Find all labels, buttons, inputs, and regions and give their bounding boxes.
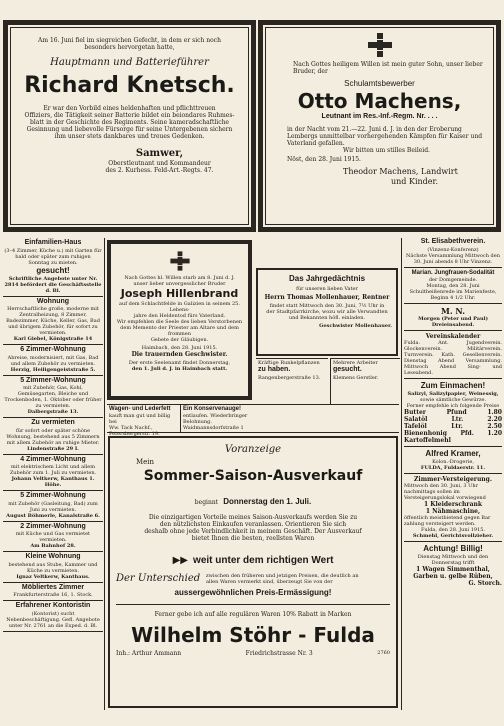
ad-text: gesucht. — [333, 366, 362, 373]
body-line: Lembergs unmittelbar vorhergehenden Kämpfen für Kaiser und — [287, 132, 483, 140]
body-line: Gebete der Gläubigen. — [150, 337, 209, 343]
classified-title: Kleine Wohnung — [25, 553, 81, 560]
fallen-name: Otto Machens, — [297, 89, 462, 113]
classified-title: 5 Zimmer-Wohnung — [20, 376, 86, 384]
classified-ad — [3, 455, 103, 492]
body-line: Er war den Vorbild eines heldenhaften und pflichttreuen — [43, 105, 216, 112]
body-line: Wir empfehlen die Seele des lieben Verstorbenen — [116, 319, 243, 325]
ad-title: Ein Konservenauge! — [183, 406, 242, 412]
ad-title: Mehrere Arbeiter — [333, 360, 378, 366]
sale-rabatt: Ferner gebe ich auf alle regulären Waren 10% Rabatt in Marken — [154, 610, 352, 618]
body-line: blatt in der Geschichte des Regiments. Seine kameradschaftliche — [30, 119, 229, 126]
notice-line: Nach Gottes hl. Willen starb am 8. Juni d. J. — [124, 275, 235, 281]
marian-text: Montag, den 28. Juni Schultheißenrede im Marienfeste, Beginn 4 1/2 Uhr. — [409, 282, 497, 301]
memorial-title: Das Jahrgedächtnis — [288, 274, 366, 283]
notice-line: Bruder, der — [293, 68, 328, 75]
signer-unit: des 2. Kurhess. Feld-Art.-Regts. 47. — [105, 167, 214, 174]
arrow-icon: ▶▶ — [172, 554, 188, 566]
notice-line: besonders hervorgetan hatte, — [84, 44, 175, 51]
sale-begins-pre: beginnt — [194, 498, 219, 506]
achtung-text: Dienstag Mittwoch und den Donnerstag trifft — [417, 553, 489, 566]
classified-ad — [3, 601, 103, 632]
price-row — [404, 430, 502, 437]
ad-lederfett — [107, 405, 179, 437]
memorial-line: für unseren lieben Vater — [296, 286, 358, 292]
price-item: Kartoffelmehl — [404, 436, 451, 444]
classified-title: 5 Zimmer-Wohnung — [20, 492, 86, 499]
price-qty: Ltr. — [451, 415, 464, 423]
classified-note: Schriftliche Angebote unter Nr. 2814 befördert die Geschäftsstelle d. Bl. — [4, 275, 102, 294]
sale-arrow: weit unter dem richtigen Wert — [193, 554, 334, 566]
ad-text: zu haben. — [258, 366, 291, 373]
ad-note: Waidmannsdorfstraße 1 — [183, 425, 244, 431]
classified-title: Erfahrener Kontoristin — [15, 602, 91, 609]
body-line: auf dem Schlachtfelde in Galizien in seinem 25. Lebens- — [119, 301, 240, 313]
sale-begins: Donnerstag den 1. Juli. — [223, 496, 312, 506]
memorial-name: Herrn Thomas Mollenhauer, Rentner — [264, 294, 390, 301]
ad-text: entlaufen. Wiederbringer Belohnung. — [183, 413, 248, 425]
sale-diff-bold: aussergewöhnlichen Preis-Ermässigung! — [174, 587, 332, 597]
ad-title: Wagen- und Lederfett — [109, 406, 171, 412]
achtung-item: 1 Wagen Simmenthal, — [416, 565, 490, 573]
classified-title: 2 Zimmer-Wohnung — [20, 522, 86, 530]
signer-name-2: und Kinder. — [391, 176, 438, 186]
right-column — [404, 238, 502, 710]
price-row — [404, 437, 502, 444]
memorial-line: und Bekannten höfl. einladen. — [288, 315, 366, 321]
price-price: 2.20 — [487, 415, 502, 423]
price-item: Tafelöl — [404, 422, 427, 430]
naehm-title: 1 Nähmaschine, — [425, 507, 481, 515]
alfred-addr: FULDA, Fuldaerstr. 11. — [420, 464, 486, 471]
classified-note: Lindenstraße 29 I. — [27, 445, 79, 452]
notice-line: unser lieber unvergesslicher Bruder — [133, 281, 226, 287]
zimmer-title: Zimmer-Versteigerung. — [414, 475, 492, 483]
sale-firm: Wilhelm Stöhr - Fulda — [131, 622, 375, 647]
signer-name: Die trauernden Geschwister. — [131, 351, 228, 358]
classified-note: Dalbergstraße 13. — [27, 409, 79, 415]
column-rule — [104, 238, 105, 710]
classified-text: Herrschaftliche große, moderne mit Zentralheizung, 8 Zimmer, Badezimmer, Küche, Keller, Gas, Bad und übrigem Zubehör, für sofort zu vermieten. — [6, 306, 100, 336]
title-line: Schulamtsbewerber — [344, 79, 415, 88]
classified-ad — [3, 238, 103, 297]
price-qty: Pfund — [446, 408, 467, 416]
rank-line: Leutnant im Res.-Inf.-Regm. Nr. . . . — [321, 113, 438, 120]
sale-addr: Friedrichstrasse Nr. 3 — [245, 649, 313, 657]
sale-title: Sommer-Saison-Ausverkauf — [143, 467, 363, 484]
price-price: 1.80 — [487, 408, 502, 416]
classified-text: mit Küche und Gas vermietet vermieten. — [15, 531, 91, 543]
sale-owner: Inh.: Arthur Ammann — [116, 649, 182, 657]
achtung-signer: G. Storch. — [468, 579, 502, 587]
body-line: ihm unser stets dankbares und treues Gedenken. — [54, 133, 205, 140]
classified-ad — [3, 297, 103, 346]
alfred-sub: Kolon.-Drogerie, — [432, 458, 474, 465]
sale-diff-text: zwischen den früheren und jetzigen Preisen, die deutlich an — [206, 572, 359, 579]
zimmer-item: 1 Kleiderschrank — [424, 500, 482, 508]
ad-text: kauft man gut und billig bei — [109, 413, 171, 425]
classified-text: Abreise, modernisiert, mit Gas, Bad und allem Zubehör zu vermieten. — [7, 354, 99, 367]
kalender-text: Fulda. Ant. Jugendverein. Glockenverein. Militärverein. Turnverein. Kath. Gesellenverein. Dienstag Abend Versammlung. Mittwoch Abend Sing- und Leseabend. — [404, 339, 502, 376]
classified-ad — [3, 522, 103, 553]
signer-title: Oberstleutnant und Kommandeur — [108, 160, 211, 167]
ad-title: Kräftige Runkelpflanzen — [258, 360, 320, 366]
notice-line: Nach Gottes heiligem Willen ist mein guter Sohn, unser lieber — [293, 61, 483, 68]
ad-runkelpflanzen — [256, 358, 328, 404]
classified-ad — [3, 345, 103, 376]
classified-text: (3–4 Zimmer, Küche u.) mit Garten für bald oder später zum ruhigen Sonntag zu mieten. — [4, 247, 102, 266]
mn-text: Morgen (Peter und Paul) Dreieinsabend. — [418, 315, 488, 328]
classified-note: Karl Giebel, Königstraße 14 — [13, 336, 93, 342]
price-row — [404, 423, 502, 430]
price-item: Butter — [404, 408, 426, 416]
date-line: Haimbach, den 28. Juni 1915. — [141, 345, 218, 351]
ad-stoehr-sale — [108, 436, 398, 708]
mn-title: M. N. — [440, 305, 465, 316]
classified-ad — [3, 583, 103, 602]
classified-text: mit Zubehör, Gas, Kohl, Gemüsegarten, Bleiche und Trockenboden, 1. Oktober oder früher zu vermieten. — [4, 385, 102, 409]
marian-sub: der Domgemeinde. — [428, 276, 478, 283]
memorial-signer: Geschwister Mollenhauer. — [319, 323, 392, 329]
body-line: Gesinnung und liebevolle Fürsorge für seine Untergebenen sichern — [26, 126, 233, 133]
classified-ad — [3, 418, 103, 455]
fallen-name: Joseph Hillenbrand — [120, 287, 239, 300]
mass-line: den 1. Juli d. J. in Haimbach statt. — [131, 366, 228, 372]
sale-line: den nützlichsten Einkaufen veranlassen. Orientieren Sie sich — [159, 520, 347, 528]
price-item: Bienenhonig — [404, 429, 447, 437]
fallen-name: Richard Knetsch. — [24, 73, 235, 98]
ad-arbeiter — [330, 358, 400, 404]
iron-cross-icon — [368, 33, 392, 57]
classified-text: Frankfurterstraße 16, 1. Stock. — [13, 592, 93, 598]
classified-note: Ignaz Veltkerw, Kanthaus. — [16, 573, 90, 580]
classified-title: Wohnung — [36, 297, 70, 305]
sale-line: bietet Ihnen die besten, reellsten Waren — [191, 534, 315, 542]
price-qty: Pfd. — [460, 429, 474, 437]
memorial-mollenhauer — [256, 268, 398, 356]
ad-note: Rangenbergerstraße 13. — [258, 374, 321, 381]
classified-title: 4 Zimmer-Wohnung — [20, 455, 86, 463]
classified-title: 6 Zimmer-Wohnung — [20, 346, 86, 353]
body-line: Vaterland gefallen. — [287, 139, 345, 147]
sale-tel: 2760 — [377, 649, 390, 656]
price-qty: Ltr. — [451, 422, 463, 430]
achtung-item-2: Garben u. gelbe Rüben, — [413, 572, 493, 580]
classified-text: für sofort oder später schöne Wohnung, bestehend aus 5 Zimmern mit allem Zubehör an ruhige Mieter. — [6, 427, 100, 446]
einmachen-sub3: Ferner empfehle ich folgende Preise — [406, 402, 500, 409]
verein-text: Nächste Versammlung Mittwoch den 30. Juni abends 8 Uhr Vinzenz. — [406, 252, 500, 265]
classified-text: bestehend aus Stube, Kammer und Küche zu vermieten. — [8, 561, 98, 574]
classified-note: Johann Veltkerw, Kanthaus 1. Höhe. — [11, 476, 95, 488]
price-item: Salatöl — [404, 415, 428, 423]
naehm-signer: Schmehl, Gerichtsvollzieher. — [412, 532, 494, 539]
ad-note: Ww. Tack Nachf., Petersbergerstr. 19. — [109, 425, 160, 437]
price-price: 2.50 — [487, 422, 502, 430]
mass-line: Der erste Seelenamt findet Donnerstag, — [128, 360, 231, 366]
sale-pre: Voranzeige — [224, 444, 282, 455]
zimmer-text: Mittwoch den 30. Juni, 3 Uhr nachmittags sollen im Versteigerungslokal vorwiegend — [404, 482, 486, 501]
verein-sub: (Vinzenz-Konferenz) — [427, 246, 479, 253]
verein-title: St. Elisabethverein. — [420, 238, 486, 245]
memorial-line: findet statt Mittwoch den 30. Juni, 7½ Uhr in — [269, 303, 385, 309]
naehm-text: öffentlich meistbietend gegen Bar zahlung versteigert werden. — [404, 514, 491, 527]
sale-mein: Mein — [136, 458, 155, 466]
ad-konservenauge — [180, 405, 252, 432]
classified-extra: gesucht! — [36, 265, 70, 275]
classified-text: mit elektrischem Licht und allem Zubehör zum 1. Juli zu vermieten. — [9, 464, 97, 476]
ad-note: Klemens Gerstler. — [333, 374, 379, 381]
sale-line: Die einzigartigen Vorteile meines Saison-Ausverkaufs werden Sie zu — [148, 513, 358, 521]
alfred-name: Alfred Kramer, — [425, 448, 481, 458]
iron-cross-icon — [170, 251, 189, 270]
price-price: 1.20 — [487, 429, 502, 437]
price-row — [404, 409, 502, 416]
einmachen-title: Zum Einmachen! — [420, 380, 486, 390]
memorial-line: der Stadtpfarrkirche, wozu wir alle Verwandten — [266, 309, 388, 315]
marian-title: Marian. Jungfrauen-Sodalität — [411, 269, 495, 276]
einmachen-sub2: sowie sämtliche Gewürze. — [419, 396, 487, 403]
achtung-title: Achtung! Billig! — [423, 543, 483, 553]
naehm-date: Fulda, den 28. Juni 1915. — [420, 526, 486, 533]
signer-name: Samwer, — [135, 148, 184, 159]
classified-note: Am Bahnhof 28. — [30, 543, 76, 549]
sale-diff-text: allen Waren vermerkt sind, überzeugt Sie von der — [206, 578, 333, 585]
body-line: Offiziers, die Tätigkeit seiner Batterie bildet ein beiondares Ruhmes- — [24, 112, 235, 119]
classified-ad — [3, 376, 103, 419]
sale-line: deshalb ohne jede Verbindlichkeit in meinem Geschäft. Der Ausverkauf — [144, 527, 362, 535]
price-list — [404, 409, 502, 444]
classified-text: mit Zubehör (Gasleitung, Bad) zum Juni zu vermieten. — [8, 500, 98, 513]
classified-note: August Böhmerle, Kanalstraße 6. — [6, 512, 100, 519]
obituary-hillenbrand — [107, 240, 252, 400]
price-row — [404, 416, 502, 423]
body-line: Wir bitten um stilles Beileid. — [343, 146, 430, 154]
notice-line: Am 16. Juni fiel im siegreichen Gefecht, in dem er sich noch — [38, 37, 221, 44]
classified-ad — [3, 491, 103, 522]
date-line: Nöst, den 28. Juni 1915. — [287, 155, 361, 163]
classified-note: Herzig, Heiligengeiststraße 5. — [10, 366, 96, 373]
body-line: jahre den Heldentod fürs Vaterland. — [133, 313, 226, 319]
classified-title: Zu vermieten — [31, 419, 75, 426]
body-line: in der Nacht vom 21.—22. Juni d. J. in den der Eroberung — [287, 125, 462, 133]
obituary-knetsch — [3, 20, 256, 232]
rank-line: Hauptmann und Batterieführer — [50, 57, 209, 68]
classified-title: Möbliertes Zimmer — [21, 583, 85, 591]
signer-name: Theodor Machens, Landwirt — [343, 166, 458, 176]
left-classifieds — [3, 238, 103, 710]
column-rule — [401, 238, 402, 710]
body-line: dem Memento der Priester am Altare und dem frommen — [120, 325, 239, 337]
classified-title: Einfamilien-Haus — [24, 239, 82, 246]
classified-ad — [3, 552, 103, 583]
sale-diff-pre: Der Unterschied — [116, 572, 201, 584]
obituary-machens — [258, 20, 501, 232]
einmachen-sub: Salizyl, Salizylpapier, Weinessig, — [407, 390, 499, 397]
classified-text: (Kontorist) sucht Nebenbeschäftigung. Gefl. Angebote unter Nr. 2761 an die Exped. d. Bl. — [6, 610, 100, 629]
kalender-title: Vereinskalender — [425, 332, 481, 340]
